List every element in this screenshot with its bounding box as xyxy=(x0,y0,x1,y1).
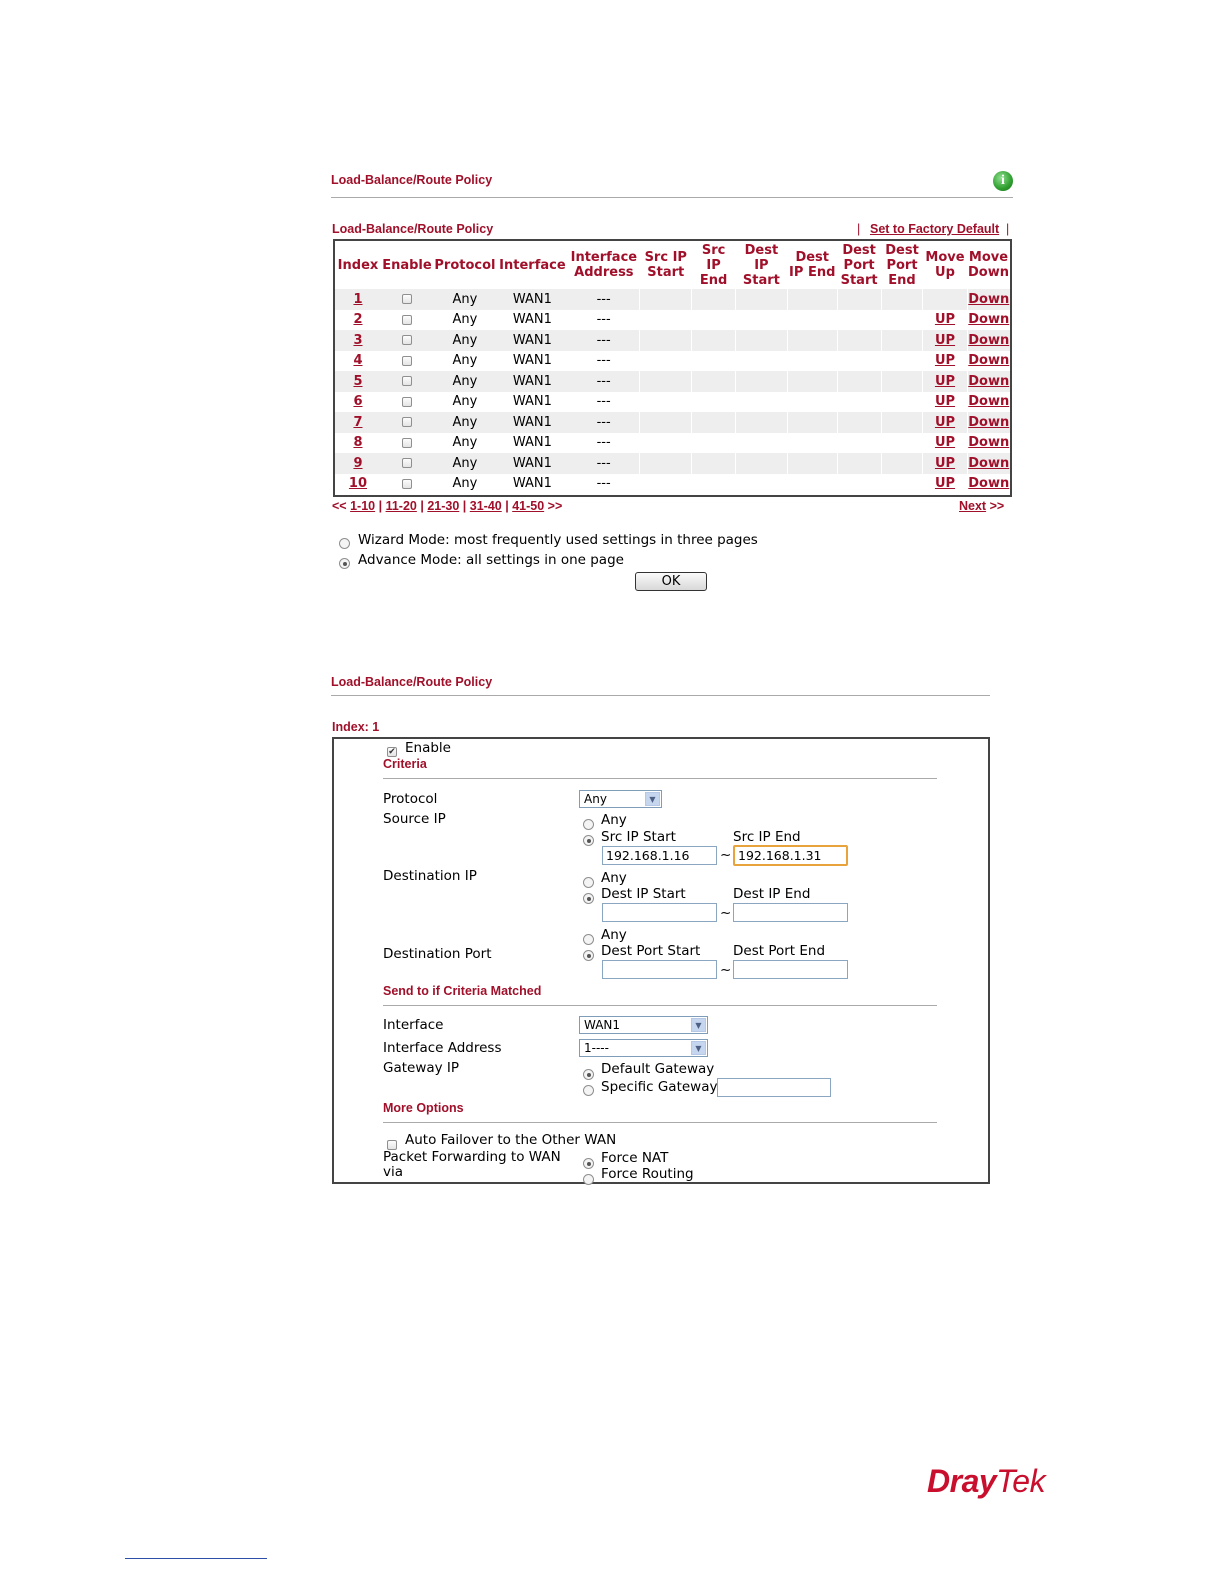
pager: << 1-10 | 11-20 | 21-30 | 31-40 | 41-50 >> xyxy=(332,499,563,513)
index-link[interactable]: 2 xyxy=(353,312,363,328)
src-ip-end-input[interactable]: 192.168.1.31 xyxy=(733,845,848,866)
table-row xyxy=(335,433,1010,454)
protocol-value: Any xyxy=(584,792,607,806)
dest-port-start-cell xyxy=(837,310,881,331)
index-link[interactable]: 8 xyxy=(353,435,363,451)
destination-port-label: Destination Port xyxy=(383,946,492,962)
move-down-link[interactable]: Down xyxy=(968,312,1010,328)
dest-port-start-cell xyxy=(837,412,881,433)
column-header: Dest Port End xyxy=(885,242,919,288)
move-down-link[interactable]: Down xyxy=(968,435,1010,451)
protocol-cell: Any xyxy=(452,353,478,369)
src-ip-end-label: Src IP End xyxy=(733,829,801,845)
interface-label: Interface xyxy=(383,1017,444,1033)
pager-prev: << xyxy=(332,499,347,513)
src-ip-start-cell xyxy=(640,289,692,310)
table-row xyxy=(335,289,1010,310)
dest-port-end-cell xyxy=(881,289,923,310)
move-up-link[interactable]: UP xyxy=(934,353,956,369)
interface-address-cell: --- xyxy=(596,435,611,451)
chevron-down-icon: ▼ xyxy=(691,1041,706,1055)
divider xyxy=(383,1005,937,1006)
src-ip-start-cell xyxy=(640,351,692,372)
divider xyxy=(331,197,1013,198)
dest-ip-end-cell xyxy=(787,371,837,392)
interface-cell: WAN1 xyxy=(512,394,552,410)
pager-41-50[interactable]: 41-50 xyxy=(512,499,545,513)
column-header: Src IP End xyxy=(699,242,728,288)
column-header: Index xyxy=(337,257,379,273)
divider xyxy=(331,695,990,696)
src-ip-end-cell xyxy=(692,371,736,392)
dest-ip-end-cell xyxy=(787,310,837,331)
column-header: Move Down xyxy=(968,250,1010,280)
dest-port-start-cell xyxy=(837,453,881,474)
interface-address-cell: --- xyxy=(568,453,640,474)
interface-address-value: 1---- xyxy=(584,1041,609,1055)
protocol-cell: Any xyxy=(452,394,478,410)
src-ip-start-cell xyxy=(640,330,692,351)
packet-forwarding-label: Packet Forwarding to WAN xyxy=(383,1149,561,1165)
index-link[interactable]: 6 xyxy=(353,394,363,410)
port-range-radio[interactable] xyxy=(583,945,594,964)
dest-port-start-cell xyxy=(837,392,881,413)
page-title-2: Load-Balance/Route Policy xyxy=(331,675,493,689)
advance-mode-radio[interactable] xyxy=(339,553,350,572)
dest-ip-end-input[interactable] xyxy=(733,903,848,922)
enable-checkbox[interactable] xyxy=(402,438,412,448)
dest-port-end-cell xyxy=(881,433,923,454)
enable-checkbox[interactable] xyxy=(402,458,412,468)
src-ip-start-cell xyxy=(640,371,692,392)
more-options-heading: More Options xyxy=(383,1101,464,1115)
interface-cell: WAN1 xyxy=(497,453,568,474)
policy-table xyxy=(333,239,1012,497)
enable-checkbox[interactable] xyxy=(402,294,412,304)
src-ip-start-cell xyxy=(640,474,692,495)
tilde: ~ xyxy=(720,962,732,978)
source-ip-label: Source IP xyxy=(383,811,446,827)
destination-ip-label: Destination IP xyxy=(383,868,477,884)
move-down-link[interactable]: Down xyxy=(968,353,1010,369)
column-header: Dest IP End xyxy=(789,250,836,280)
wizard-mode-radio[interactable] xyxy=(339,533,350,552)
specific-gateway-input[interactable] xyxy=(717,1078,831,1097)
move-down-link[interactable]: Down xyxy=(968,476,1010,492)
interface-address-cell: --- xyxy=(568,330,640,351)
src-ip-start-cell xyxy=(640,310,692,331)
pager-next-arrows: >> xyxy=(547,499,563,513)
dest-range-radio[interactable] xyxy=(583,888,594,907)
packet-forwarding-label-2: via xyxy=(383,1164,404,1180)
dest-ip-end-cell xyxy=(787,453,837,474)
protocol-cell: Any xyxy=(452,476,478,492)
move-down-link[interactable]: Down xyxy=(968,373,1010,389)
specific-gateway-label: Specific Gateway xyxy=(601,1079,718,1095)
dest-ip-end-cell xyxy=(787,289,837,310)
draytek-logo xyxy=(927,1463,1045,1500)
page-title: Load-Balance/Route Policy xyxy=(331,173,493,187)
dest-port-end-cell xyxy=(881,330,923,351)
src-ip-end-cell xyxy=(692,310,736,331)
src-ip-end-cell xyxy=(692,392,736,413)
protocol-cell: Any xyxy=(433,289,497,310)
enable-checkbox[interactable] xyxy=(402,479,412,489)
src-ip-start-cell xyxy=(640,433,692,454)
interface-address-cell: --- xyxy=(568,289,640,310)
dest-port-end-input[interactable] xyxy=(733,960,848,979)
index-link[interactable]: 7 xyxy=(353,414,363,430)
dest-ip-end-cell xyxy=(787,474,837,495)
protocol-cell: Any xyxy=(433,412,497,433)
enable-checkbox[interactable] xyxy=(402,356,412,366)
dest-ip-start-cell xyxy=(735,371,787,392)
interface-address-cell: --- xyxy=(568,412,640,433)
interface-cell: WAN1 xyxy=(512,435,552,451)
dest-port-end-cell xyxy=(881,453,923,474)
dest-ip-start-cell xyxy=(735,453,787,474)
index-link[interactable]: 4 xyxy=(353,353,363,369)
move-up-link[interactable]: UP xyxy=(934,414,956,430)
interface-cell: WAN1 xyxy=(497,330,568,351)
index-link[interactable]: 3 xyxy=(353,332,363,348)
src-ip-end-cell xyxy=(692,289,736,310)
move-down-link[interactable]: Down xyxy=(968,291,1010,307)
interface-cell: WAN1 xyxy=(512,353,552,369)
protocol-cell: Any xyxy=(452,435,478,451)
separator: | xyxy=(857,222,861,236)
move-down-link[interactable]: Down xyxy=(968,455,1010,471)
force-routing-label: Force Routing xyxy=(601,1166,694,1182)
enable-checkbox[interactable] xyxy=(402,397,412,407)
logo-dray: Dray xyxy=(927,1463,997,1499)
chevron-down-icon: ▼ xyxy=(691,1018,706,1032)
src-ip-start-label: Src IP Start xyxy=(601,829,676,845)
protocol-cell: Any xyxy=(452,312,478,328)
protocol-select[interactable] xyxy=(579,790,662,808)
separator: | xyxy=(1006,222,1010,236)
enable-checkbox[interactable] xyxy=(402,417,412,427)
enable-checkbox[interactable] xyxy=(402,376,412,386)
pager-21-30[interactable]: 21-30 xyxy=(427,499,460,513)
dest-ip-start-cell xyxy=(735,330,787,351)
table-row xyxy=(335,330,1010,351)
column-header: Enable xyxy=(382,257,432,273)
src-ip-end-cell xyxy=(692,351,736,372)
move-down-link[interactable]: Down xyxy=(968,414,1010,430)
pager-31-40[interactable]: 31-40 xyxy=(469,499,502,513)
ok-button[interactable]: OK xyxy=(635,572,707,591)
force-nat-label: Force NAT xyxy=(601,1150,669,1166)
dest-port-end-cell xyxy=(881,351,923,372)
table-row xyxy=(335,310,1010,331)
index-label: Index: 1 xyxy=(332,720,380,734)
dest-ip-end-cell xyxy=(787,351,837,372)
force-routing-radio[interactable] xyxy=(583,1169,594,1188)
dest-ip-start-cell xyxy=(735,474,787,495)
interface-address-cell: --- xyxy=(568,371,640,392)
src-ip-start-cell xyxy=(640,453,692,474)
interface-cell: WAN1 xyxy=(512,476,552,492)
enable-checkbox[interactable] xyxy=(402,335,412,345)
table-row xyxy=(335,474,1010,495)
dest-port-end-cell xyxy=(881,310,923,331)
dest-ip-start-cell xyxy=(735,412,787,433)
src-ip-end-cell xyxy=(692,474,736,495)
interface-address-label: Interface Address xyxy=(383,1040,502,1056)
criteria-heading: Criteria xyxy=(383,757,427,771)
dest-port-start-cell xyxy=(837,474,881,495)
column-header: Interface xyxy=(499,257,566,273)
wizard-mode-label: Wizard Mode: most frequently used settings in three pages xyxy=(358,532,758,548)
set-factory-default-link[interactable]: Set to Factory Default xyxy=(870,222,1000,236)
dest-ip-end-label: Dest IP End xyxy=(733,886,811,902)
dest-port-end-cell xyxy=(881,412,923,433)
send-to-heading: Send to if Criteria Matched xyxy=(383,984,542,998)
footer-line xyxy=(125,1558,267,1559)
pager-next xyxy=(959,499,1004,513)
dest-ip-end-cell xyxy=(787,392,837,413)
next-arrows: >> xyxy=(989,499,1005,513)
specific-gateway-radio[interactable] xyxy=(583,1080,594,1099)
protocol-cell: Any xyxy=(433,330,497,351)
index-link[interactable]: 5 xyxy=(353,373,363,389)
dest-ip-start-cell xyxy=(735,289,787,310)
protocol-cell: Any xyxy=(433,453,497,474)
move-up-link[interactable]: UP xyxy=(934,312,956,328)
dest-ip-start-cell xyxy=(735,310,787,331)
src-ip-start-input[interactable]: 192.168.1.16 xyxy=(602,846,717,865)
move-up-link[interactable]: UP xyxy=(934,394,956,410)
src-range-radio[interactable] xyxy=(583,830,594,849)
column-header: Move Up xyxy=(925,250,965,280)
divider xyxy=(383,778,937,779)
src-any-label: Any xyxy=(601,812,627,828)
enable-checkbox[interactable] xyxy=(402,315,412,325)
tilde: ~ xyxy=(720,905,732,921)
dest-ip-start-label: Dest IP Start xyxy=(601,886,686,902)
dest-ip-end-cell xyxy=(787,433,837,454)
table-header-row xyxy=(335,241,1010,289)
move-up-link[interactable]: UP xyxy=(934,332,956,348)
advance-mode-label: Advance Mode: all settings in one page xyxy=(358,552,624,568)
table-title: Load-Balance/Route Policy xyxy=(332,222,494,236)
interface-address-cell: --- xyxy=(596,476,611,492)
table-row xyxy=(335,371,1010,392)
protocol-label: Protocol xyxy=(383,791,438,807)
index-link[interactable]: 1 xyxy=(353,291,363,307)
move-down-link[interactable]: Down xyxy=(968,332,1010,348)
dest-port-start-label: Dest Port Start xyxy=(601,943,701,959)
column-header: Protocol xyxy=(434,257,496,273)
src-ip-end-cell xyxy=(692,433,736,454)
dest-port-end-cell xyxy=(881,474,923,495)
src-ip-end-cell xyxy=(692,412,736,433)
default-gateway-label: Default Gateway xyxy=(601,1061,715,1077)
dest-ip-end-cell xyxy=(787,412,837,433)
move-up-link[interactable]: UP xyxy=(934,373,956,389)
interface-address-cell: --- xyxy=(596,353,611,369)
dest-any-label: Any xyxy=(601,870,627,886)
table-row xyxy=(335,453,1010,474)
info-icon[interactable]: i xyxy=(993,171,1013,191)
index-link[interactable]: 9 xyxy=(353,455,363,471)
column-header: Dest Port Start xyxy=(840,242,878,288)
dest-port-end-label: Dest Port End xyxy=(733,943,826,959)
interface-address-cell: --- xyxy=(596,312,611,328)
move-up-link[interactable]: UP xyxy=(934,476,956,492)
column-header: Interface Address xyxy=(570,250,638,280)
dest-ip-start-input[interactable] xyxy=(602,903,717,922)
interface-value: WAN1 xyxy=(584,1018,621,1032)
logo-tek: Tek xyxy=(996,1463,1046,1499)
dest-port-end-cell xyxy=(881,371,923,392)
table-row xyxy=(335,412,1010,433)
gateway-ip-label: Gateway IP xyxy=(383,1060,460,1076)
interface-select[interactable] xyxy=(579,1016,708,1034)
src-ip-start-cell xyxy=(640,392,692,413)
interface-cell: WAN1 xyxy=(497,289,568,310)
dest-port-start-cell xyxy=(837,330,881,351)
interface-cell: WAN1 xyxy=(497,371,568,392)
column-header: Src IP Start xyxy=(644,250,687,280)
protocol-cell: Any xyxy=(433,371,497,392)
auto-failover-label: Auto Failover to the Other WAN xyxy=(405,1132,617,1148)
dest-ip-end-cell xyxy=(787,330,837,351)
table-row xyxy=(335,392,1010,413)
tilde: ~ xyxy=(720,847,732,863)
divider xyxy=(383,1122,937,1123)
src-ip-end-cell xyxy=(692,453,736,474)
enable-label: Enable xyxy=(405,740,451,756)
column-header: Dest IP Start xyxy=(742,242,780,288)
pager-11-20[interactable]: 11-20 xyxy=(385,499,417,513)
dest-port-start-cell xyxy=(837,371,881,392)
interface-cell: WAN1 xyxy=(497,412,568,433)
move-down-link[interactable]: Down xyxy=(968,394,1010,410)
dest-ip-start-cell xyxy=(735,392,787,413)
interface-address-select[interactable] xyxy=(579,1039,708,1057)
move-up-link[interactable]: UP xyxy=(934,435,956,451)
dest-port-start-cell xyxy=(837,351,881,372)
dest-port-start-cell xyxy=(837,289,881,310)
interface-address-cell: --- xyxy=(596,394,611,410)
dest-port-start-cell xyxy=(837,433,881,454)
interface-cell: WAN1 xyxy=(512,312,552,328)
dest-port-start-input[interactable] xyxy=(602,960,717,979)
src-ip-end-cell xyxy=(692,330,736,351)
pager-1-10[interactable]: 1-10 xyxy=(350,499,376,513)
index-link[interactable]: 10 xyxy=(348,476,368,492)
move-up-link[interactable]: UP xyxy=(934,455,956,471)
src-ip-start-cell xyxy=(640,412,692,433)
dest-port-end-cell xyxy=(881,392,923,413)
next-link[interactable]: Next xyxy=(959,499,987,513)
chevron-down-icon: ▼ xyxy=(645,792,660,806)
port-any-label: Any xyxy=(601,927,627,943)
table-row xyxy=(335,351,1010,372)
dest-ip-start-cell xyxy=(735,433,787,454)
dest-ip-start-cell xyxy=(735,351,787,372)
